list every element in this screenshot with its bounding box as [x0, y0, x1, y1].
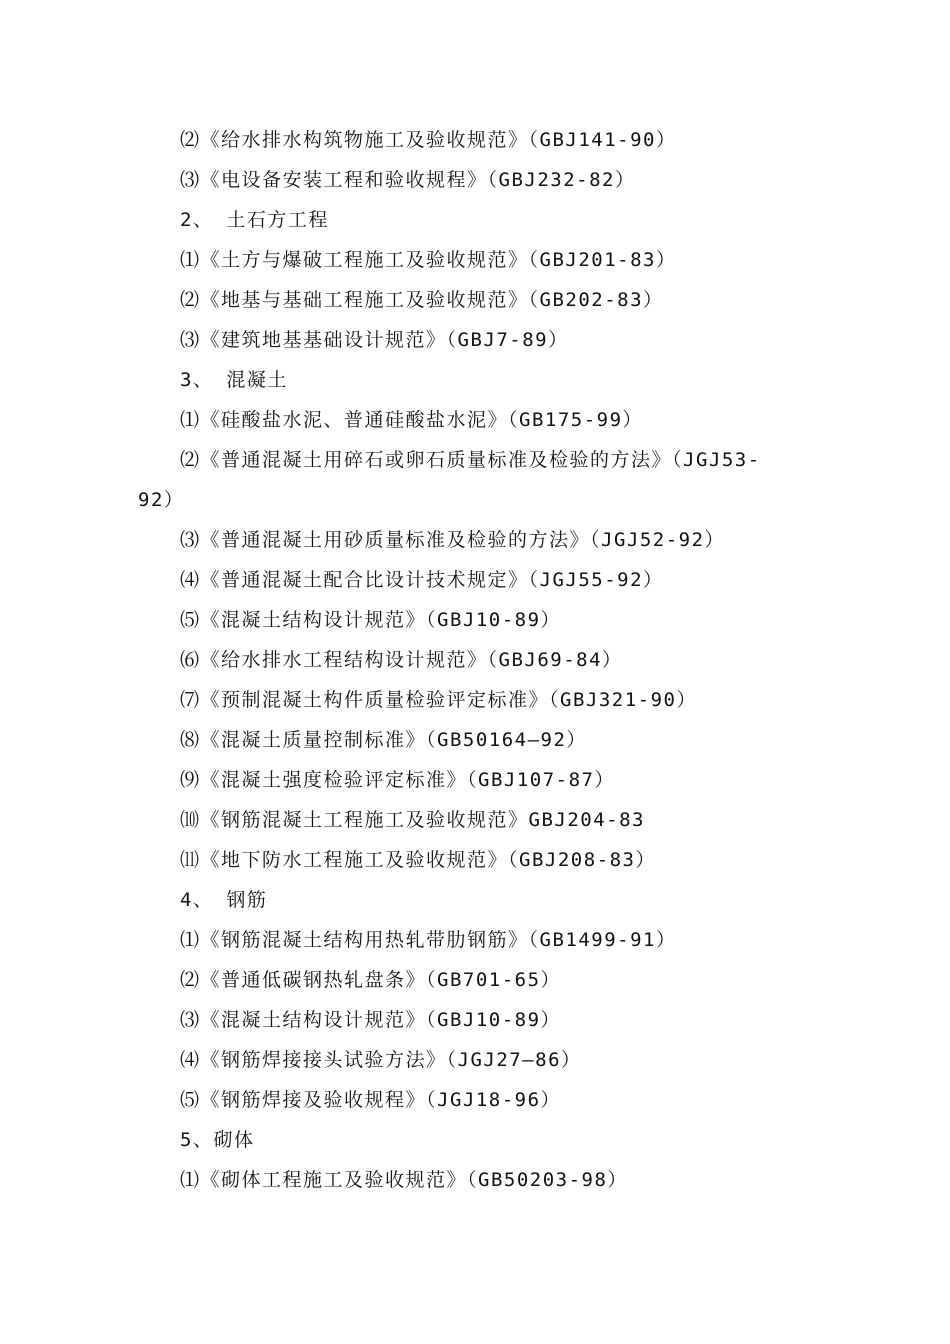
section-heading: 4、 钢筋 — [180, 889, 268, 911]
list-item: ⑼《混凝土强度检验评定标准》（GBJ107-87） — [180, 769, 615, 791]
section-heading: 5、砌体 — [180, 1129, 255, 1151]
list-item: ⑸《混凝土结构设计规范》（GBJ10-89） — [180, 609, 562, 631]
list-item: ⑴《钢筋混凝土结构用热轧带肋钢筋》（GB1499-91） — [180, 929, 677, 951]
list-item: ⑹《给水排水工程结构设计规范》（GBJ69-84） — [180, 649, 623, 671]
list-item: ⑻《混凝土质量控制标准》（GB50164—92） — [180, 729, 587, 751]
list-item: ⑵《地基与基础工程施工及验收规范》（GB202-83） — [180, 289, 664, 311]
list-item: ⑺《预制混凝土构件质量检验评定标准》（GBJ321-90） — [180, 689, 697, 711]
list-item: ⑶《普通混凝土用砂质量标准及检验的方法》（JGJ52-92） — [180, 529, 726, 551]
list-item: ⑸《钢筋焊接及验收规程》（JGJ18-96） — [180, 1089, 562, 1111]
standards-list — [138, 120, 818, 1200]
list-item: ⑶《电设备安装工程和验收规程》（GBJ232-82） — [180, 169, 636, 191]
list-item-continuation: 92） — [138, 489, 185, 511]
list-item: ⑵《普通混凝土用碎石或卵石质量标准及检验的方法》（JGJ53- — [180, 449, 761, 471]
list-item: ⑷《普通混凝土配合比设计技术规定》（JGJ55-92） — [180, 569, 664, 591]
list-item: ⑴《砌体工程施工及验收规范》（GB50203-98） — [180, 1169, 628, 1191]
list-item: ⑽《钢筋混凝土工程施工及验收规范》GBJ204-83 — [180, 809, 645, 831]
list-item: ⑴《土方与爆破工程施工及验收规范》（GBJ201-83） — [180, 249, 677, 271]
list-item: ⑵《普通低碳钢热轧盘条》（GB701-65） — [180, 969, 562, 991]
section-heading: 2、 土石方工程 — [180, 209, 329, 231]
list-item: ⑶《混凝土结构设计规范》（GBJ10-89） — [180, 1009, 562, 1031]
list-item: ⑴《硅酸盐水泥、普通硅酸盐水泥》（GB175-99） — [180, 409, 644, 431]
list-item: ⑵《给水排水构筑物施工及验收规范》（GBJ141-90） — [180, 129, 677, 151]
list-item: ⑶《建筑地基基础设计规范》（GBJ7-89） — [180, 329, 569, 351]
list-item: ⑾《地下防水工程施工及验收规范》（GBJ208-83） — [180, 849, 656, 871]
section-heading: 3、 混凝土 — [180, 369, 288, 391]
list-item: ⑷《钢筋焊接接头试验方法》（JGJ27—86） — [180, 1049, 582, 1071]
